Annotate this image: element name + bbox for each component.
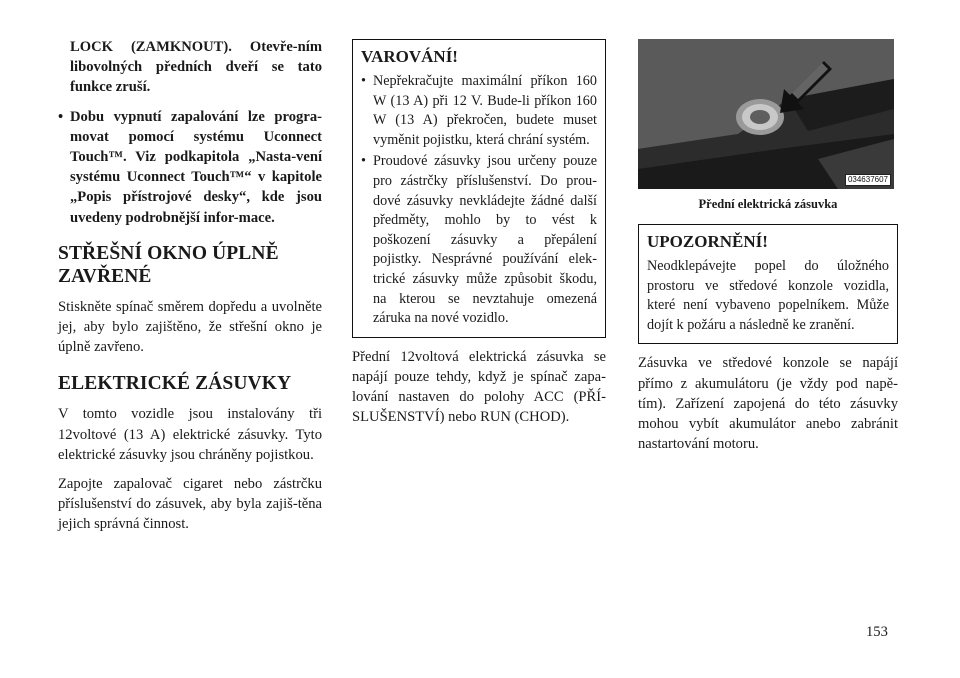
photo-caption: Přední elektrická zásuvka xyxy=(698,197,838,211)
sunroof-paragraph: Stiskněte spínač směrem dopředu a uvolněte jej, aby bylo zajištěno, že střešní okno je úplně zavřeno. xyxy=(58,298,322,356)
ignition-timer-bullet: • Dobu vypnutí zapalování lze progra-movat pomocí systému Uconnect Touch™. Viz podkapitola „Nasta-vení systému Uconnect Touch™“ v kapitole „Popis přístrojové desky“, kde jsou uvedeny podrobnější infor-mace. xyxy=(58,107,322,228)
warning-item: • Nepřekračujte maximální příkon 160 W (13 A) při 12 V. Bude-li příkon 160 W (13 A) překročen, budete muset vyměnit pojistku, která chrání systém. xyxy=(361,72,597,150)
left-column xyxy=(58,0,322,535)
power-outlets-paragraph-1: V tomto vozidle jsou instalovány tři 12voltové (13 A) elektrické zásuvky. Tyto elektrické zásuvky jsou chráněny pojistkou. xyxy=(58,406,322,463)
warning-box xyxy=(352,39,606,338)
photo-code-label: 034637607 xyxy=(845,174,891,186)
warning-item: • Proudové zásuvky jsou určeny pouze pro zástrčky příslušenství. Do prou-dové zásuvky nevkládejte žádné další předměty, mohlo by to vést k poškození zásuvky a přepálení pojistky. Nesprávné používání elek-trické zásuvky může způsobit škodu, na kterou se nevztahuje omezená záruka na nové vozidlo. xyxy=(361,152,597,328)
front-power-outlet-photo xyxy=(638,39,894,189)
power-outlets-paragraph-2: Zapojte zapalovač cigaret nebo zástrčku příslušenství do zásuvek, aby byla zajiš-těna jejich správná činnost. xyxy=(58,476,322,533)
lock-continuation-text: LOCK (ZAMKNOUT). Otevře-ním libovolných předních dveří se tato funkce zruší. xyxy=(70,39,322,96)
caution-title: UPOZORNĚNÍ! xyxy=(647,232,768,251)
power-outlets-heading: ELEKTRICKÉ ZÁSUVKY xyxy=(58,373,292,395)
console-outlet-paragraph: Zásuvka ve středové konzole se napájí přímo z akumulátoru (je vždy pod napě-tím). Zařízení zapojená do této zásuvky mohou vybít akumulátor anebo zabránit nastartování motoru. xyxy=(638,355,898,453)
caution-box xyxy=(638,224,898,344)
caution-text: Neodklepávejte popel do úložného prostoru ve středové konzole vozidla, které není vybaveno popelníkem. Může dojít k požáru a následně ke zranění. xyxy=(647,258,889,333)
page-number: 153 xyxy=(866,624,888,640)
outlet-illustration xyxy=(638,39,894,189)
warning-title: VAROVÁNÍ! xyxy=(361,47,458,66)
sunroof-heading: STŘEŠNÍ OKNO ÚPLNĚ ZAVŘENÉ xyxy=(58,242,279,287)
middle-column xyxy=(352,0,606,428)
right-column xyxy=(638,0,898,454)
front-outlet-paragraph: Přední 12voltová elektrická zásuvka se napájí pouze tehdy, když je spínač zapa-lování nastaven do polohy ACC (PŘÍ-SLUŠENSTVÍ) nebo RUN (CHOD). xyxy=(352,348,606,426)
